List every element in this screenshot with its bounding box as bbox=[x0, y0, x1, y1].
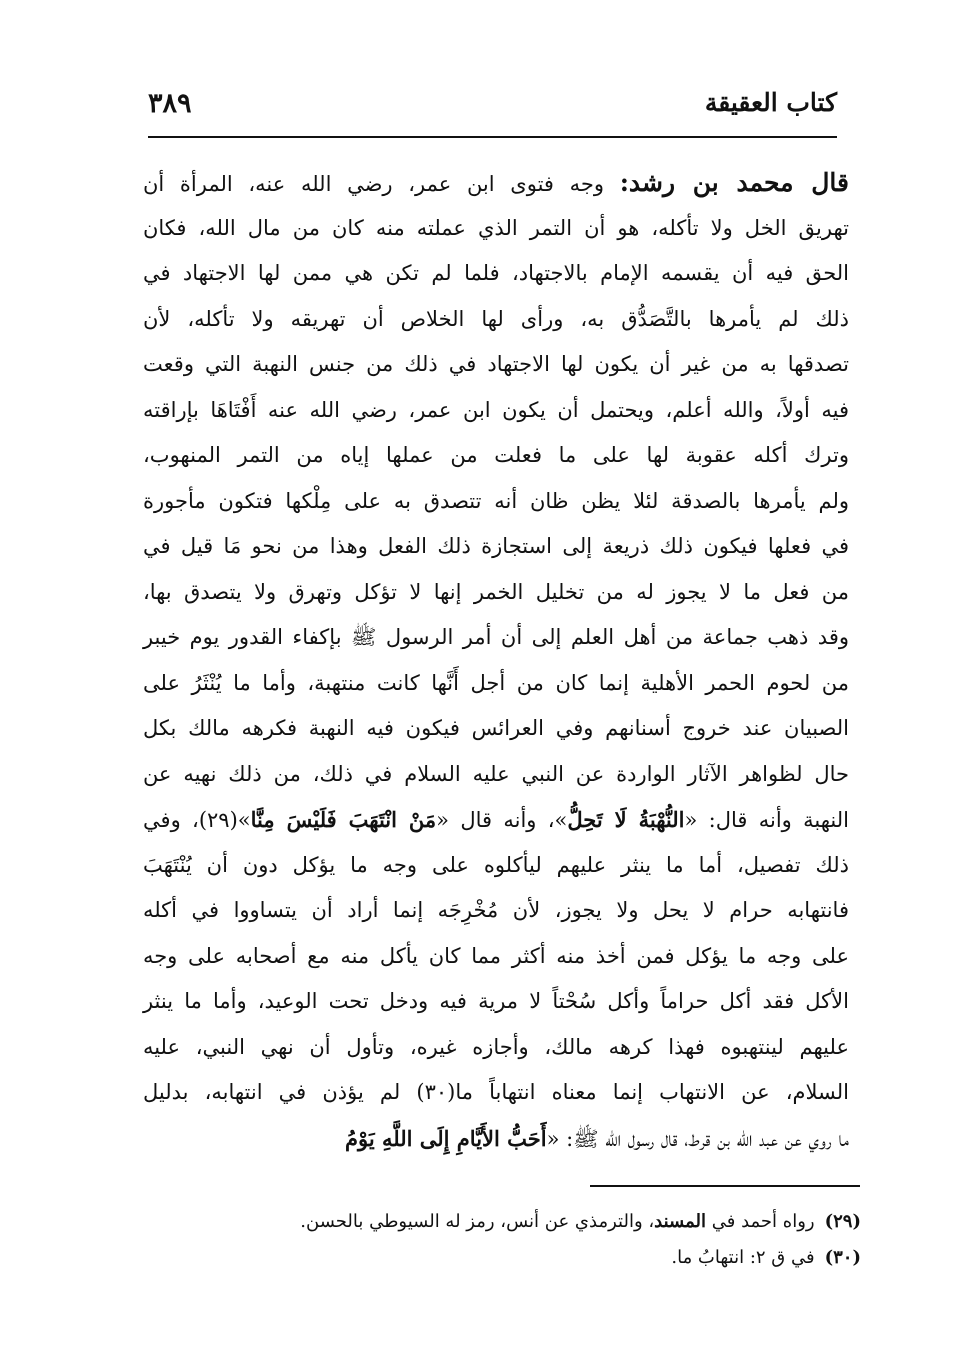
line-text: »، وأنه قال « bbox=[436, 808, 568, 832]
footnote-source: المسند bbox=[654, 1211, 707, 1232]
line-text: النهبة وأنه قال: « bbox=[684, 808, 849, 832]
line-text: وجه فتوى ابن عمر، رضي الله عنه، المرأة أن bbox=[142, 172, 620, 196]
text-line: السلام، عن الانتهاب إنما معناه انتهاباً ما(٣٠) لم يؤذن في انتهابه، بدليل bbox=[142, 1080, 849, 1104]
footnote-number: (٢٩) bbox=[824, 1211, 861, 1232]
hadith-quote: النُّهْبَةُ لَا تَحِلُّ bbox=[567, 807, 685, 832]
footnote-text: في ق ٢: انتهابُ ما. bbox=[671, 1247, 815, 1268]
footnote-rule bbox=[590, 1185, 860, 1187]
text-line: الحق فيه أن يقسمه الإمام بالاجتهاد، فلما لم تكن هي ممن لها الاجتهاد في bbox=[142, 261, 849, 285]
footnote bbox=[141, 1204, 861, 1240]
text-line: فانتهابه حرام لا يحل ولا يجوز، لأن مُخْرِجَه إنما أراد أن يتساووا في أكله bbox=[142, 898, 849, 922]
text-line bbox=[143, 160, 849, 206]
running-title: كتاب العقيقة bbox=[704, 88, 837, 117]
text-line: فيه أولاً، والله أعلم، ويحتمل أن يكون ابن عمر، رضي الله عنه أَفْتَاهَا بإراقته bbox=[142, 397, 849, 422]
page-header bbox=[148, 82, 837, 128]
text-line: عليهم لينتهبوه فهذا كرهه مالك، وأجازه غيره، وتأول أن نهي النبي، عليه bbox=[142, 1034, 849, 1059]
text-line bbox=[143, 797, 849, 843]
hadith-quote: أَحَبُّ الأَيَّامِ إِلَى اللَّهِ يَوْمُ bbox=[344, 1125, 547, 1151]
text-line: تهريق الخل ولا تأكله، هو أن التمر الذي عملته منه كان من مال الله، فكان bbox=[142, 215, 849, 240]
text-line: في فعلها فيكون ذلك ذريعة إلى استجازة ذلك الفعل وهذا من نحو مَا قيل في bbox=[143, 534, 849, 558]
text-line: حال لظواهر الآثار الواردة عن النبي عليه السلام في ذلك، من ذلك نهيه عن bbox=[142, 761, 849, 786]
text-line: على وجه ما يؤكل فمن أخذ منه أكثر مما كان يأكل منه مع أصحابه على وجه bbox=[142, 943, 849, 968]
footnote-text: رواه أحمد في bbox=[706, 1211, 815, 1232]
text-line: ولم يأمرها بالصدقة لئلا يظن ظان أنه تتصدق به على مِلْكها فتكون مأجورة bbox=[143, 488, 849, 513]
text-line: تصدقها به من غير أن يكون لها الاجتهاد في ذلك من جنس النهبة التي وقعت bbox=[143, 352, 849, 376]
page-number: ٣٨٩ bbox=[148, 88, 192, 119]
text-line: وقد ذهب جماعة من أهل العلم إلى أن أمر الرسول ﷺ بإكفاء القدور يوم خيبر bbox=[142, 625, 849, 649]
text-line: من لحوم الحمر الأهلية إنما كان من أجل أَنَّها كانت منتهبة، وأما ما يُنْثَرُ على bbox=[142, 670, 849, 695]
line-text: »(٢٩)، وفي bbox=[143, 808, 251, 832]
footnote bbox=[141, 1240, 861, 1276]
text-line: ذلك لم يأمرها بالتَّصَدُّق به، ورأى لها الخلاص أن تهريقه ولا تأكله، لأن bbox=[142, 306, 849, 331]
text-line: الصبيان عند خروج أسنانهم وفي العرائس فيكون فيه النهبة فكرهه مالك بكل bbox=[143, 716, 849, 740]
line-text: ما روي عن عبد الله بن قرط، قال رسول الله ﷺ: « bbox=[546, 1126, 849, 1151]
body-text bbox=[143, 160, 849, 1161]
speaker-lead: قال محمد بن رشد: bbox=[619, 168, 849, 197]
header-rule bbox=[148, 136, 837, 138]
text-line: ذلك تفصيل، أما ما ينثر عليهم ليأكلوه على وجه ما يؤكل دون أن يُنْتَهَبَ bbox=[142, 852, 849, 877]
footnotes bbox=[141, 1204, 861, 1276]
hadith-quote: مَنْ انْتَهَبَ فَلَيْسَ مِنَّا bbox=[250, 807, 437, 832]
text-line: من فعل ما لا يجوز له من تخليل الخمر إنها لا تؤكل وتهرق ولا يتصدق بها، bbox=[142, 579, 849, 604]
footnote-number: (٣٠) bbox=[824, 1247, 861, 1268]
text-line: وترك أكله عقوبة لها على ما فعلت من عملها إياه من التمر المنهوب، bbox=[143, 443, 849, 467]
footnote-text: ، والترمذي عن أنس، رمز له السيوطي بالحسن. bbox=[300, 1211, 655, 1232]
text-line: الأكل فقد أكل حراماً وأكل سُحْتاً لا مرية فيه ودخل تحت الوعيد، وأما ما ينثر bbox=[142, 989, 849, 1013]
text-line bbox=[143, 1116, 849, 1162]
